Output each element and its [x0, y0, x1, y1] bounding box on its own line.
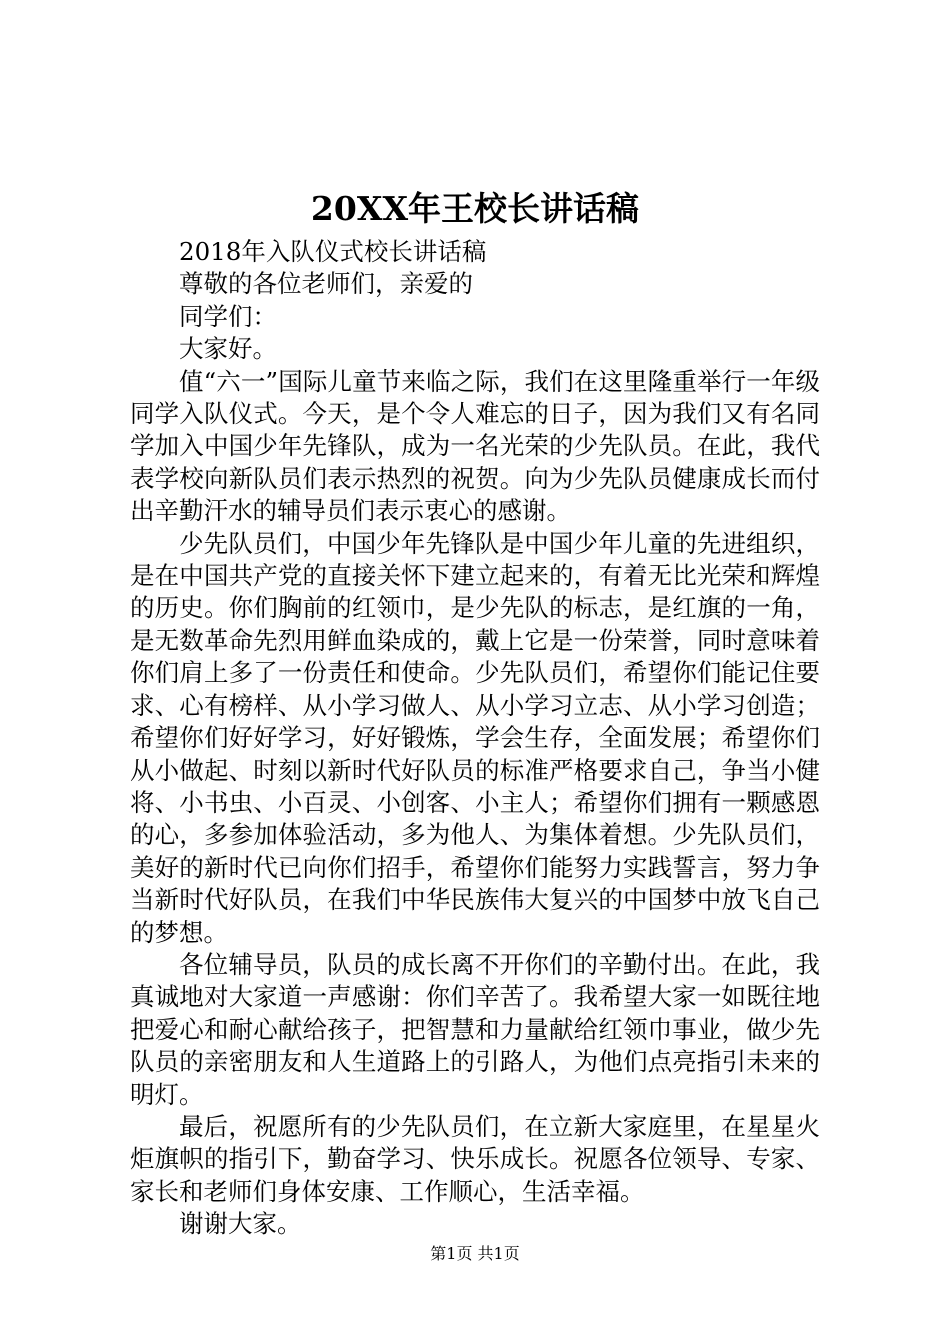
paragraph: 少先队员们，中国少年先锋队是中国少年儿童的先进组织，是在中国共产党的直接关怀下建立起来的，有着无比光荣和辉煌的历史。你们胸前的红领巾，是少先队的标志，是红旗的一角，是无数革命先烈用鲜血染成的，戴上它是一份荣誉，同时意味着你们肩上多了一份责任和使命。少先队员们，希望你们能记住要求、心有榜样、从小学习做人、从小学习立志、从小学习创造；希望你们好好学习，好好锻炼，学会生存，全面发展；希望你们从小做起、时刻以新时代好队员的标准严格要求自己，争当小健将、小书虫、小百灵、小创客、小主人；希望你们拥有一颗感恩的心，多参加体验活动，多为他人、为集体着想。少先队员们，美好的新时代已向你们招手，希望你们能努力实践誓言，努力争当新时代好队员，在我们中华民族伟大复兴的中国梦中放飞自己的梦想。	[130, 528, 820, 947]
document-title: 20XX年王校长讲话稿	[310, 189, 640, 228]
page-footer: 第1页 共1页	[430, 1244, 520, 1263]
paragraph: 大家好。	[179, 334, 277, 364]
paragraph: 尊敬的各位老师们，亲爱的	[179, 269, 473, 299]
paragraph: 同学们：	[179, 301, 277, 331]
paragraph: 谢谢大家。	[179, 1209, 302, 1239]
document-body	[130, 236, 820, 1241]
paragraph: 最后，祝愿所有的少先队员们，在立新大家庭里，在星星火炬旗帜的指引下，勤奋学习、快乐成长。祝愿各位领导、专家、家长和老师们身体安康、工作顺心，生活幸福。	[130, 1111, 820, 1206]
paragraph: 各位辅导员，队员的成长离不开你们的辛勤付出。在此，我真诚地对大家道一声感谢：你们辛苦了。我希望大家一如既往地把爱心和耐心献给孩子，把智慧和力量献给红领巾事业，做少先队员的亲密朋友和人生道路上的引路人，为他们点亮指引未来的明灯。	[130, 949, 820, 1109]
paragraph: 值“六一”国际儿童节来临之际，我们在这里隆重举行一年级同学入队仪式。今天，是个令人难忘的日子，因为我们又有名同学加入中国少年先锋队，成为一名光荣的少先队员。在此，我代表学校向新队员们表示热烈的祝贺。向为少先队员健康成长而付出辛勤汗水的辅导员们表示衷心的感谢。	[130, 366, 820, 526]
paragraph: 2018年入队仪式校长讲话稿	[179, 237, 487, 266]
